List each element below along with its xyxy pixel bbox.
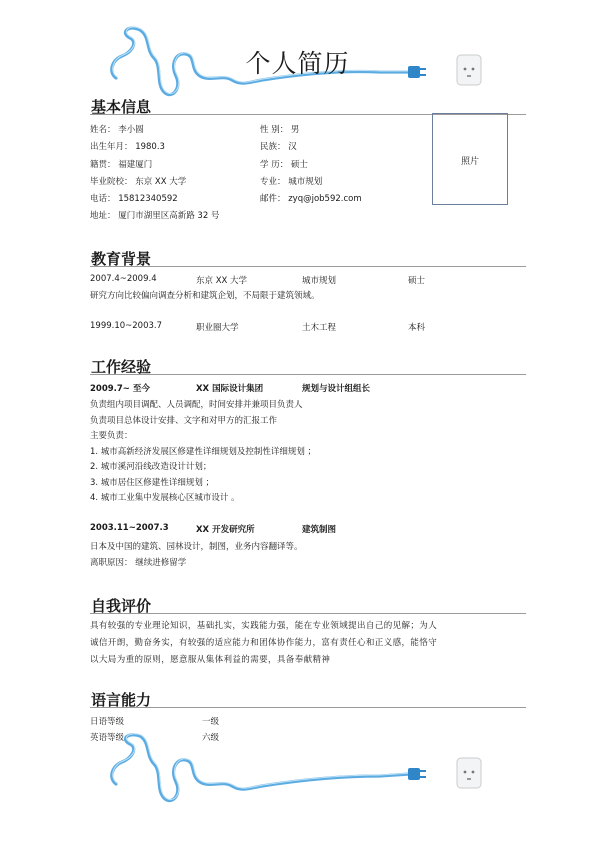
education-period: 2007.4~2009.4 <box>90 274 157 284</box>
work-line: 负责组内项目调配、人员调配，时间安排并兼项目负责人 <box>90 400 303 410</box>
education-major: 土木工程 <box>302 323 337 333</box>
basic-info-left <box>90 122 219 226</box>
education-note: 研究方向比较偏向调查分析和建筑企划，不局限于建筑领域。 <box>90 291 320 301</box>
basic-info-origin: 籍贯： 福建厦门 <box>90 159 153 170</box>
work-period: 2003.11~2007.3 <box>90 523 169 533</box>
power-outlet-icon <box>457 758 481 788</box>
education-major: 城市规划 <box>302 276 337 286</box>
education-school: 东京 XX 大学 <box>196 276 248 286</box>
basic-info-phone: 电话： 15812340592 <box>90 194 178 205</box>
section-title-education: 教育背景 <box>91 250 152 268</box>
basic-info-ethnicity: 民族： 汉 <box>260 142 297 153</box>
photo-label: 照片 <box>460 157 479 167</box>
work-role: 规划与设计组组长 <box>302 384 371 394</box>
education-period: 1999.10~2003.7 <box>90 321 163 331</box>
work-line: 3. 城市居住区修建性详细规划 ； <box>90 477 215 488</box>
work-line: 负责项目总体设计安排、文字和对甲方的汇报工作 <box>90 415 278 426</box>
work-line: 主要负责： <box>90 431 133 441</box>
work-line: 1. 城市高新经济发展区修建性详细规划及控制性详细规划 ； <box>90 446 317 457</box>
language-name: 日语等级 <box>90 717 125 727</box>
work-line: 离职原因： 继续进修留学 <box>90 558 187 568</box>
self-evaluation-line: 以大局为重的原则，愿意服从集体利益的需要，具备奉献精神 <box>90 655 331 665</box>
basic-info-right <box>260 122 362 208</box>
work-line: 2. 城市溪河沿线改造设计计划； <box>90 462 212 472</box>
page-title: 个人简历 <box>245 49 350 78</box>
section-title-basic: 基本信息 <box>91 98 152 116</box>
basic-info-gender: 性 别： 男 <box>260 125 300 135</box>
power-plug-icon <box>408 768 426 780</box>
self-evaluation-line: 诚信开朗，勤奋务实，有较强的适应能力和团体协作能力，富有责任心和正义感，能恪守 <box>90 638 438 648</box>
basic-info-email: 邮件： zyq@job592.com <box>260 194 362 205</box>
work-company: XX 国际设计集团 <box>196 384 264 394</box>
photo-placeholder <box>432 113 508 205</box>
basic-info-birth: 出生年月： 1980.3 <box>90 142 165 153</box>
work-period: 2009.7~ 至今 <box>90 384 150 394</box>
education-school: 职业圈大学 <box>196 323 239 333</box>
work-details <box>90 539 303 571</box>
section-divider <box>90 374 526 375</box>
section-title-self: 自我评价 <box>91 597 152 615</box>
work-company: XX 开发研究所 <box>196 525 255 535</box>
language-name: 英语等级 <box>90 733 125 743</box>
language-level: 六级 <box>202 733 220 743</box>
section-title-language: 语言能力 <box>91 691 152 709</box>
work-line: 4. 城市工业集中发展核心区城市设计 。 <box>90 493 240 503</box>
basic-info-degree: 学 历： 硕士 <box>260 159 308 170</box>
education-degree: 硕士 <box>408 276 426 286</box>
work-details <box>90 398 316 507</box>
self-evaluation-line: 具有较强的专业理论知识，基础扎实，实践能力强，能在专业领域提出自己的见解；为人 <box>90 621 438 631</box>
basic-info-major: 专业： 城市规划 <box>260 176 323 187</box>
work-role: 建筑制图 <box>302 525 337 535</box>
section-divider <box>90 266 526 267</box>
basic-info-school: 毕业院校： 东京 XX 大学 <box>90 176 187 187</box>
work-line: 日本及中国的建筑、园林设计，制图，业务内容翻译等。 <box>90 542 303 552</box>
education-degree: 本科 <box>408 323 426 333</box>
section-title-work: 工作经验 <box>91 358 152 376</box>
section-divider <box>90 707 526 708</box>
self-evaluation <box>90 618 530 669</box>
language-level: 一级 <box>202 717 220 727</box>
section-divider <box>90 613 526 614</box>
basic-info-address: 地址： 厦门市湖里区高新路 32 号 <box>90 211 220 222</box>
power-cord-decoration-bottom <box>0 730 595 842</box>
basic-info-name: 姓名： 李小圆 <box>90 125 144 135</box>
